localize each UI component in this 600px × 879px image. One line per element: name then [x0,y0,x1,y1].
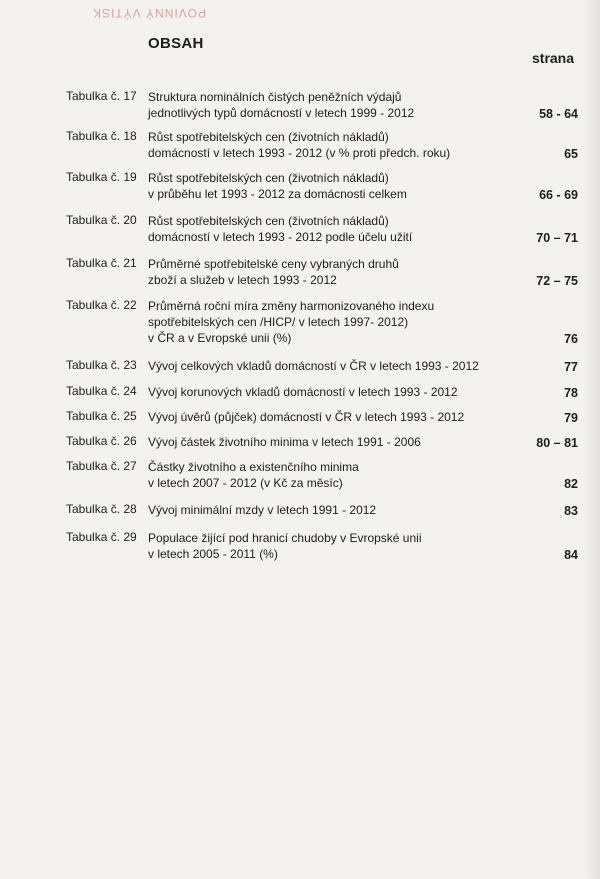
entry-title [148,170,518,202]
entry-title-line: Vývoj částek životního minima v letech 1991 - 2006 [148,435,421,449]
page-range: 80 – 81 [536,436,578,450]
entry-title [148,256,518,288]
page-title: OBSAH [148,35,204,52]
table-number-label: Tabulka č. 24 [66,384,137,398]
entry-title-line: Struktura nominálních čistých peněžních výdajů [148,90,402,104]
entry-title-line: domácností v letech 1993 - 2012 (v % proti předch. roku) [148,146,451,160]
table-number-label: Tabulka č. 17 [66,89,137,103]
page-range: 79 [564,411,578,425]
bleed-through-stamp: POVINNÝ VÝTISK [92,6,207,20]
entry-title [148,129,518,161]
entry-title-line: Vývoj minimální mzdy v letech 1991 - 2012 [148,503,377,517]
table-number-label: Tabulka č. 28 [66,502,137,516]
entry-title-line: Částky životního a existenčního minima [148,460,359,474]
entry-title-line: Růst spotřebitelských cen (životních nákladů) [148,130,389,144]
entry-title-line: jednotlivých typů domácností v letech 1999 - 2012 [148,106,415,120]
page-range: 76 [564,332,578,346]
page-range: 58 - 64 [539,107,578,121]
page-range: 83 [564,504,578,518]
page-range: 65 [564,147,578,161]
entry-title-line: domácností v letech 1993 - 2012 podle účelu užití [148,230,413,244]
entry-title-line: Vývoj celkových vkladů domácností v ČR v letech 1993 - 2012 [148,359,479,373]
entry-title [148,434,518,450]
column-header-page: strana [532,50,575,66]
entry-title [148,358,518,374]
entry-title [148,409,518,425]
entry-title [148,502,518,518]
entry-title-line: Průměrné spotřebitelské ceny vybraných druhů [148,257,399,271]
page-range: 84 [564,548,578,562]
table-number-label: Tabulka č. 25 [66,409,137,423]
entry-title [148,459,518,491]
page-edge-shadow [584,0,600,879]
entry-title-line: Populace žijící pod hranicí chudoby v Evropské unii [148,531,422,545]
page-range: 78 [564,386,578,400]
entry-title [148,213,518,245]
table-number-label: Tabulka č. 20 [66,213,137,227]
page-range: 77 [564,360,578,374]
page-range: 72 – 75 [536,274,578,288]
entry-title-line: v letech 2005 - 2011 (%) [148,547,278,561]
table-number-label: Tabulka č. 27 [66,459,137,473]
page-range: 70 – 71 [536,231,578,245]
entry-title [148,298,518,346]
table-number-label: Tabulka č. 23 [66,358,137,372]
entry-title-line: Růst spotřebitelských cen (životních nákladů) [148,171,389,185]
entry-title-line: v letech 2007 - 2012 (v Kč za měsíc) [148,476,343,490]
page-range: 66 - 69 [539,188,578,202]
entry-title [148,384,518,400]
entry-title-line: spotřebitelských cen /HICP/ v letech 1997- 2012) [148,315,409,329]
table-number-label: Tabulka č. 29 [66,530,137,544]
table-number-label: Tabulka č. 22 [66,298,137,312]
table-number-label: Tabulka č. 18 [66,129,137,143]
table-number-label: Tabulka č. 26 [66,434,137,448]
entry-title-line: Vývoj korunových vkladů domácností v letech 1993 - 2012 [148,385,458,399]
entry-title-line: Průměrná roční míra změny harmonizovaného indexu [148,299,435,313]
page-range: 82 [564,477,578,491]
table-number-label: Tabulka č. 21 [66,256,137,270]
entry-title-line: Vývoj úvěrů (půjček) domácností v ČR v letech 1993 - 2012 [148,410,465,424]
entry-title [148,89,518,121]
entry-title-line: v ČR a v Evropské unii (%) [148,331,292,345]
entry-title-line: Růst spotřebitelských cen (životních nákladů) [148,214,389,228]
entry-title-line: v průběhu let 1993 - 2012 za domácnosti celkem [148,187,407,201]
entry-title [148,530,518,562]
table-number-label: Tabulka č. 19 [66,170,137,184]
entry-title-line: zboží a služeb v letech 1993 - 2012 [148,273,337,287]
